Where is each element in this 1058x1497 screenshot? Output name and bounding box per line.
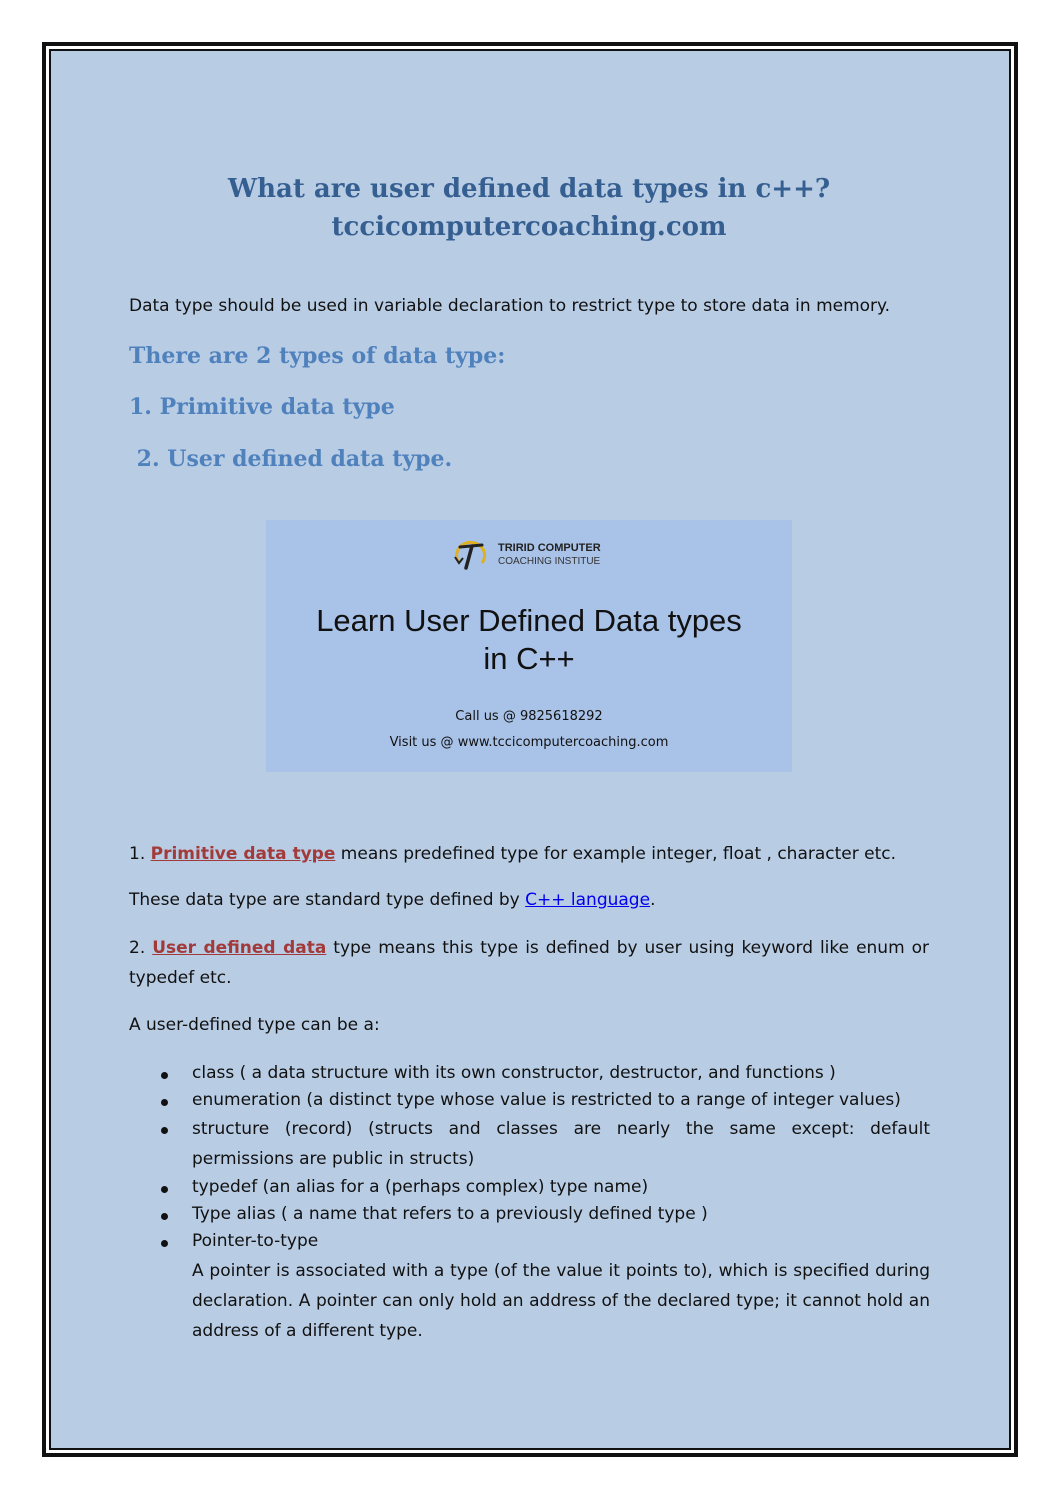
list-item [128,1174,930,1201]
logo-line-2: COACHING INSTITUE [498,556,601,567]
user-defined-types-list [128,1060,930,1346]
bullet-icon [161,1072,168,1079]
standard-suffix: . [650,890,656,910]
list-item-text: typedef (an alias for a (perhaps complex) type name) [192,1177,649,1197]
intro-paragraph: Data type should be used in variable declaration to restrict type to store data in memory. [129,296,891,316]
list-item [128,1060,930,1087]
banner-visit: Visit us @ www.tccicomputercoaching.com [389,735,669,750]
list-item [128,1114,930,1174]
list-item [128,1201,930,1228]
can-be-paragraph: A user-defined type can be a: [129,1015,380,1035]
bullet-icon [161,1240,168,1247]
logo-line-1: TRIRID COMPUTER [498,542,601,554]
bullet-icon [161,1213,168,1220]
primitive-prefix: 1. [129,844,151,864]
banner-call: Call us @ 9825618292 [455,709,603,724]
user-defined-prefix: 2. [129,938,153,958]
user-defined-rest: type means this type is defined by user using keyword like enum or typedef etc. [129,938,929,988]
cpp-language-link[interactable]: C++ language [525,890,651,910]
title-line-2: tccicomputercoaching.com [331,212,727,242]
type-user-defined-heading: 2. User defined data type. [129,446,453,472]
type-primitive-heading: 1. Primitive data type [129,394,395,420]
list-item [128,1087,930,1114]
list-item [128,1228,930,1346]
banner-title-line-2: in C++ [483,641,575,676]
primitive-rest: means predefined type for example integer, float , character etc. [335,844,897,864]
list-item-text: Type alias ( a name that refers to a previously defined type ) [192,1204,708,1224]
list-item-text: enumeration (a distinct type whose value is restricted to a range of integer values) [192,1090,901,1110]
user-defined-data-link[interactable]: User defined data [152,938,327,958]
types-heading: There are 2 types of data type: [129,343,506,369]
list-item-text: Pointer-to-type [192,1231,319,1251]
title-line-1: What are user defined data types in c++? [227,174,831,204]
banner-title [266,602,792,678]
bullet-icon [161,1127,168,1134]
user-defined-paragraph [129,933,929,993]
standard-paragraph [129,885,929,915]
logo-icon [452,537,492,573]
banner-title-line-1: Learn User Defined Data types [316,603,742,638]
primitive-data-type-link[interactable]: Primitive data type [150,844,336,864]
institute-logo [452,537,612,573]
list-item-text: class ( a data structure with its own constructor, destructor, and functions ) [192,1063,836,1083]
bullet-icon [161,1186,168,1193]
bullet-icon [161,1099,168,1106]
promo-banner [266,520,792,772]
pointer-note: A pointer is associated with a type (of the value it points to), which is specified during declaration. A pointer can only hold an address of the declared type; it cannot hold an address of a different type. [192,1261,930,1341]
page-title [0,170,1058,246]
standard-prefix: These data type are standard type defined by [129,890,526,910]
primitive-paragraph [129,839,929,869]
list-item-text: structure (record) (structs and classes are nearly the same except: default permissions are public in structs) [192,1119,930,1169]
